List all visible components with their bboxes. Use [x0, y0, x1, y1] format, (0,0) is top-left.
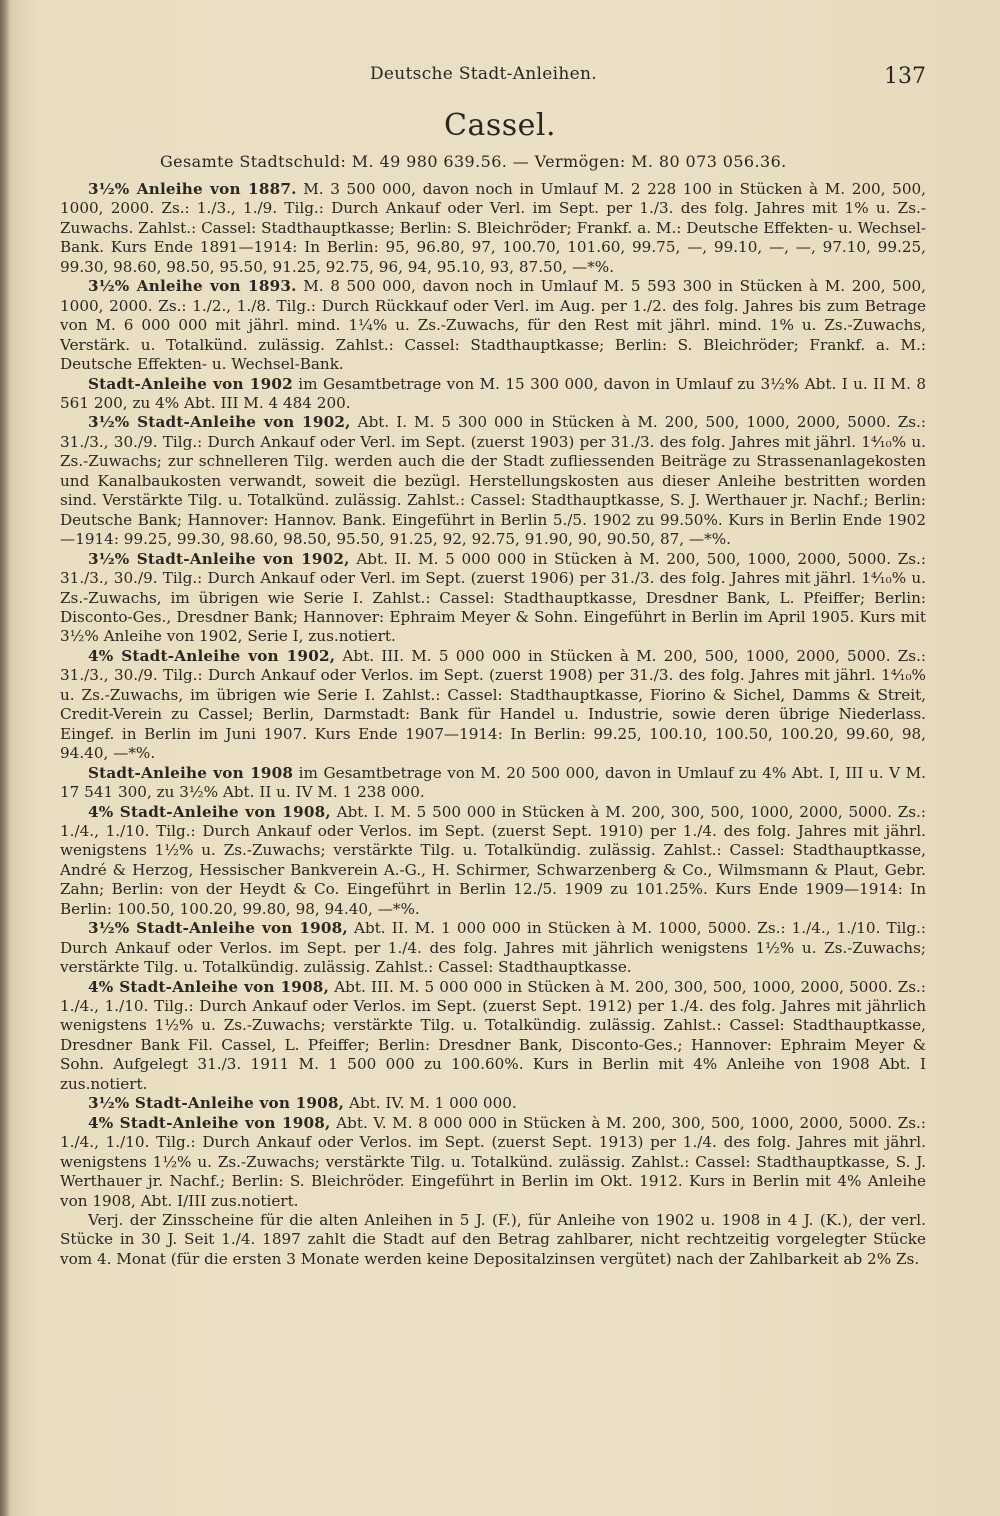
entry-heading: 3½% Stadt-Anleihe von 1908, — [88, 1094, 345, 1113]
entry-heading: Stadt-Anleihe von 1908 — [88, 763, 294, 782]
entry-text: Abt. V. M. 8 000 000 in Stücken à M. 200, 300, 500, 1000, 2000, 5000. Zs.: 1./4., 1./10. Tilg.: Durch Ankauf oder Verlos. im Sept. (zuerst Sept. 1913) per 1./4. des folg. Jahres mit jährl. wenigstens 1½% u. Zs.-Zuwachs; verstärkte Tilg. u. Totalkünd. zulässig. Zahlst.: Cassel: Stadthauptkasse, S. J. Werthauer jr. Nachf.; Berlin: S. Bleichröder. Eingeführt in Berlin im Okt. 1912. Kurs in Berlin mit 4% Anleihe von 1908, Abt. I/III zus.notiert. — [60, 1113, 927, 1210]
section-title: Cassel. — [443, 108, 556, 143]
entry-1902-abt-3 — [60, 647, 926, 764]
entry-text: Abt. III. M. 5 000 000 in Stücken à M. 200, 500, 1000, 2000, 5000. Zs.: 31./3., 30./9. Tilg.: Durch Ankauf oder Verlos. im Sept. (zuerst 1908) per 31./3. des folg. Jahres mit jährl. 1⁴⁄₁₀% u. Zs.-Zuwachs, im übrigen wie Serie I. Zahlst.: Cassel: Stadthauptkasse, Fiorino & Sichel, Damms & Streit, Credit-Verein zu Cassel; Berlin, Darmstadt: Bank für Handel u. Industrie, sowie deren übrige Niederlass. Eingef. in Berlin im Juni 1907. Kurs Ende 1907—1914: In Berlin: 99.25, 100.10, 100.50, 100.20, 99.60, 98, 94.40, —*%. — [60, 646, 927, 763]
running-head: Deutsche Stadt-Anleihen. — [370, 64, 597, 84]
entry-heading: Stadt-Anleihe von 1902 — [88, 374, 293, 393]
entry-text: Abt. II. M. 5 000 000 in Stücken à M. 200, 500, 1000, 2000, 5000. Zs.: 31./3., 30./9. Tilg.: Durch Ankauf oder Verl. im Sept. (zuerst 1906) per 31./3. des folg. Jahres mit jährl. 1⁴⁄₁₀% u. Zs.-Zuwachs, im übrigen wie Serie I. Zahlst.: Cassel: Stadthauptkasse, Dresdner Bank, L. Pfeiffer; Berlin: Disconto-Ges., Dresdner Bank; Hannover: Ephraim Meyer & Sohn. Eingeführt in Berlin im April 1905. Kurs mit 3½% Anleihe von 1902, Serie I, zus.notiert. — [60, 549, 927, 646]
entry-verjaehrung-note — [60, 1211, 926, 1269]
entry-heading: 4% Stadt-Anleihe von 1908, — [88, 802, 331, 821]
page-spine-shadow — [0, 0, 10, 1516]
entry-text: im Gesamtbetrage von M. 20 500 000, davon in Umlauf zu 4% Abt. I, III u. V M. 17 541 300, zu 3½% Abt. II u. IV M. 1 238 000. — [60, 763, 926, 802]
entry-1908-abt-4 — [60, 1094, 926, 1113]
entry-text: Abt. I. M. 5 300 000 in Stücken à M. 200, 500, 1000, 2000, 5000. Zs.: 31./3., 30./9. Tilg.: Durch Ankauf oder Verl. im Sept. (zuerst 1903) per 31./3. des folg. Jahres mit jährl. 1⁴⁄₁₀% u. Zs.-Zuwachs; zur schnelleren Tilg. werden auch die der Stadt zufliessenden Beiträge zu Strassenanlagekosten und Kanalbaukosten verwandt, soweit die bezügl. Herstellungskosten aus dieser Anleihe bestritten worden sind. Verstärkte Tilg. u. Totalkünd. zulässig. Zahlst.: Cassel: Stadthauptkasse, S. J. Werthauer jr. Nachf.; Berlin: Deutsche Bank; Hannover: Hannov. Bank. Eingeführt in Berlin 5./5. 1902 zu 99.50%. Kurs in Berlin Ende 1902—1914: 99.25, 99.30, 98.60, 98.50, 95.50, 91.25, 92, 92.75, 91.90, 90, 90.50, 87, —*%. — [60, 413, 926, 549]
entry-1902-abt-2 — [60, 550, 926, 647]
entry-anleihe-1893 — [60, 277, 926, 374]
entry-1902-abt-1 — [60, 413, 926, 549]
entry-1908-abt-3 — [60, 978, 926, 1095]
page-number: 137 — [884, 64, 926, 89]
entry-text: Abt. I. M. 5 500 000 in Stücken à M. 200, 300, 500, 1000, 2000, 5000. Zs.: 1./4., 1./10. Tilg.: Durch Ankauf oder Verlos. im Sept. (zuerst Sept. 1910) per 1./4. des folg. Jahres mit jährl. wenigstens 1½% u. Zs.-Zuwachs; verstärkte Tilg. u. Totalkündig. zulässig. Zahlst.: Cassel: Stadthauptkasse, André & Herzog, Hessischer Bankverein A.-G., H. Schirmer, Schwarzenberg & Co., Wilmsmann & Plaut, Gebr. Zahn; Berlin: von der Heydt & Co. Eingeführt in Berlin 12./5. 1909 zu 101.25%. Kurs Ende 1909—1914: In Berlin: 100.50, 100.20, 99.80, 98, 94.40, —*%. — [60, 802, 926, 918]
entry-heading: 3½% Stadt-Anleihe von 1902, — [88, 549, 350, 568]
entry-text: M. 3 500 000, davon noch in Umlauf M. 2 228 100 in Stücken à M. 200, 500, 1000, 2000. Zs.: 1./3., 1./9. Tilg.: Durch Ankauf oder Verl. im Sept. per 1./3. des folg. Jahres mit 1% u. Zs.-Zuwachs. Zahlst.: Cassel: Stadthauptkasse; Berlin: S. Bleichröder; Frankf. a. M.: Deutsche Effekten- u. Wechsel-Bank. Kurs Ende 1891—1914: In Berlin: 95, 96.80, 97, 100.70, 101.60, 99.75, —, 99.10, —, —, 97.10, 99.25, 99.30, 98.60, 98.50, 95.50, 91.25, 92.75, 96, 94, 95.10, 93, 87.50, —*%. — [60, 180, 927, 276]
entry-1908-abt-2 — [60, 919, 926, 977]
entry-heading: 4% Stadt-Anleihe von 1908, — [88, 1113, 331, 1132]
debt-summary: Gesamte Stadtschuld: M. 49 980 639.56. — Vermögen: M. 80 073 056.36. — [160, 152, 787, 171]
entry-heading: 3½% Anleihe von 1887. — [88, 180, 297, 198]
entry-heading: 4% Stadt-Anleihe von 1902, — [88, 646, 336, 665]
entry-heading: 3½% Stadt-Anleihe von 1902, — [88, 413, 351, 432]
entry-stadt-anleihe-1902 — [60, 375, 926, 414]
body-text — [60, 180, 926, 1269]
entry-1908-abt-1 — [60, 803, 926, 920]
entry-text: im Gesamtbetrage von M. 15 300 000, davon in Umlauf zu 3½% Abt. I u. II M. 8 561 200, zu 4% Abt. III M. 4 484 200. — [60, 374, 926, 412]
entry-text: Abt. III. M. 5 000 000 in Stücken à M. 200, 300, 500, 1000, 2000, 5000. Zs.: 1./4., 1./10. Tilg.: Durch Ankauf oder Verlos. im Sept. (zuerst Sept. 1912) per 1./4. des folg. Jahres mit jährlich wenigstens 1½% u. Zs.-Zuwachs; verstärkte Tilg. u. Totalkündig. zulässig. Zahlst.: Cassel: Stadthauptkasse, Dresdner Bank Fil. Cassel, L. Pfeiffer; Berlin: Dresdner Bank, Disconto-Ges.; Hannover: Ephraim Meyer & Sohn. Aufgelegt 31./3. 1911 M. 1 500 000 zu 100.60%. Kurs in Berlin mit 4% Anleihe von 1908 Abt. I zus.notiert. — [60, 977, 927, 1093]
entry-1908-abt-5 — [60, 1114, 926, 1211]
entry-anleihe-1887 — [60, 180, 926, 277]
entry-stadt-anleihe-1908 — [60, 764, 926, 803]
entry-heading: 4% Stadt-Anleihe von 1908, — [88, 977, 330, 996]
entry-text: Abt. IV. M. 1 000 000. — [348, 1094, 517, 1113]
entry-heading: 3½% Stadt-Anleihe von 1908, — [88, 919, 348, 938]
entry-heading: 3½% Anleihe von 1893. — [88, 277, 297, 296]
entry-text: Abt. II. M. 1 000 000 in Stücken à M. 1000, 5000. Zs.: 1./4., 1./10. Tilg.: Durch Ankauf oder Verlos. im Sept. per 1./4. des folg. Jahres mit jährlich wenigstens 1½% u. Zs.-Zuwachs; verstärkte Tilg. u. Totalkündig. zulässig. Zahlst.: Cassel: Stadthauptkasse. — [60, 919, 927, 977]
entry-text: M. 8 500 000, davon noch in Umlauf M. 5 593 300 in Stücken à M. 200, 500, 1000, 2000. Zs.: 1./2., 1./8. Tilg.: Durch Rückkauf oder Verl. im Aug. per 1./2. des folg. Jahres bis zum Betrage von M. 6 000 000 mit jährl. mind. 1¼% u. Zs.-Zuwachs, für den Rest mit jährl. mind. 1% u. Zs.-Zuwachs, Verstärk. u. Totalkünd. zulässig. Zahlst.: Cassel: Stadthauptkasse; Berlin: S. Bleichröder; Frankf. a. M.: Deutsche Effekten- u. Wechsel-Bank. — [60, 277, 927, 374]
entry-text: Verj. der Zinsscheine für die alten Anleihen in 5 J. (F.), für Anleihe von 1902 u. 1908 in 4 J. (K.), der verl. Stücke in 30 J. Seit 1./4. 1897 zahlt die Stadt auf den Betrag zahlbarer, nicht rechtzeitig vorgelegter Stücke vom 4. Monat (für die ersten 3 Monate werden keine Depositalzinsen vergütet) nach der Zahlbarkeit ab 2% Zs. — [60, 1211, 926, 1268]
